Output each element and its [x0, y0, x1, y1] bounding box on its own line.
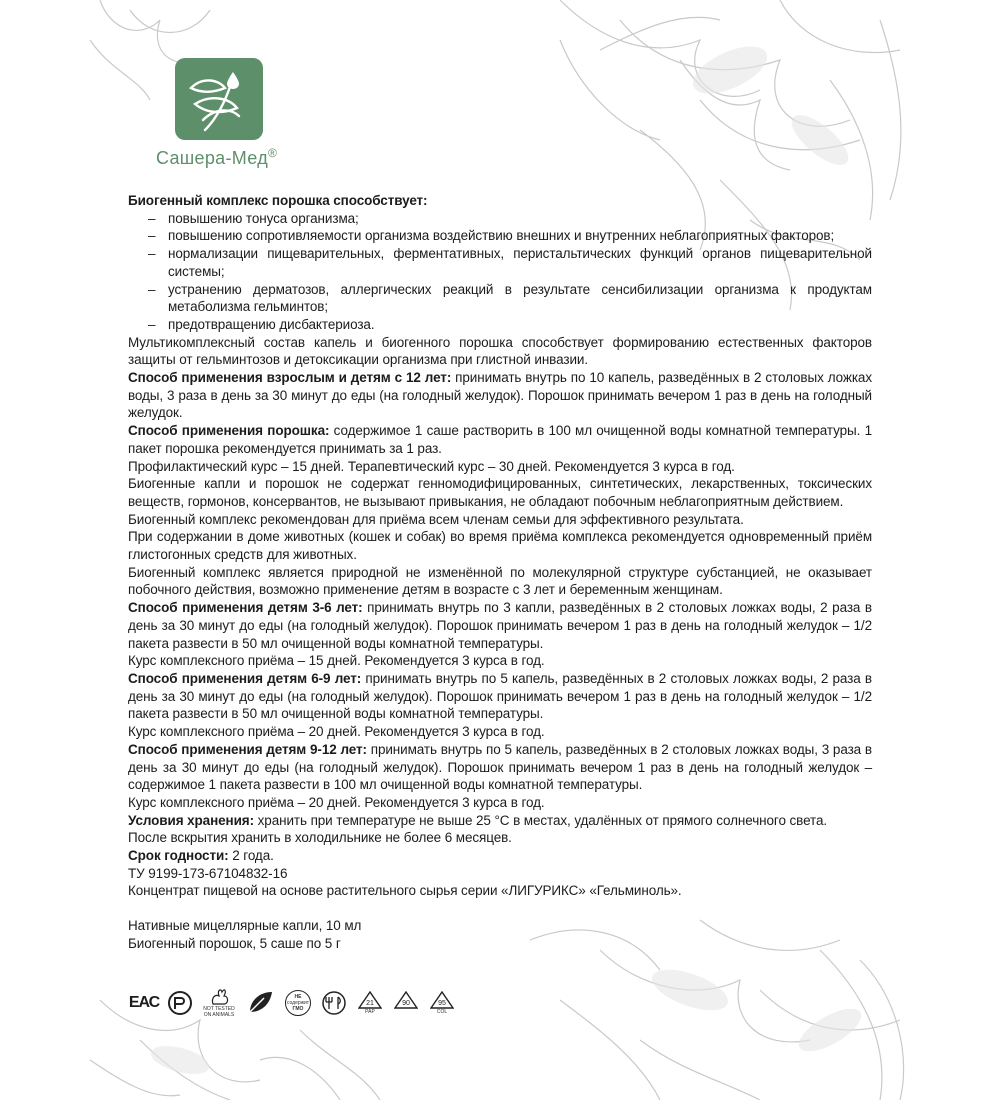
natural-paragraph: Биогенный комплекс является природной не изменённой по молекулярной структуре субстанцией, не оказывает побочного действия, возможно применение детям в возрасте с 3 лет и беременным женщинам. [128, 564, 872, 598]
brand-name-text: Сашера-Мед [156, 148, 268, 168]
kids-3-6-course: Курс комплексного приёма – 15 дней. Рекомендуется 3 курса в год. [128, 653, 545, 669]
recycle-col-code: 95 [438, 1000, 446, 1007]
list-item: – предотвращению дисбактериоза. [148, 316, 375, 332]
concentrate-description: Концентрат пищевой на основе растительного сырья серии «ЛИГУРИКС» «Гельминоль». [128, 883, 682, 899]
course-paragraph: Профилактический курс – 15 дней. Терапевтический курс – 30 дней. Рекомендуется 3 курса в год. [128, 458, 735, 474]
brand-name [156, 146, 316, 169]
family-paragraph: Биогенный комплекс рекомендован для приёма всем членам семьи для эффективного результата. [128, 511, 744, 527]
contents-powder: Биогенный порошок, 5 саше по 5 г [128, 935, 341, 951]
certification-icons [130, 986, 456, 1020]
shelf-life: Срок годности: 2 года. [128, 848, 274, 864]
recycle-pap-icon: 21 PAP [356, 988, 384, 1018]
no-gmo-icon: НЕ содержит ГМО [284, 988, 312, 1018]
brand-logo [175, 58, 263, 140]
kids-6-9-usage: Способ применения детям 6-9 лет: принимать внутрь по 5 капель, разведённых в 2 столовых ложках воды, 2 раза в день за 30 минут до еды (на голодный желудок). Порошок принимать вечером 1 раз в день на голодный желудок – 1/2 пакета развести в 50 мл очищенной воды комнатной температуры. [128, 670, 872, 722]
tu-code: ТУ 9199-173-67104832-16 [128, 865, 288, 881]
leaf-drop-icon [175, 58, 263, 140]
recycle-col-icon: 95 COL [428, 988, 456, 1018]
kids-9-12-course: Курс комплексного приёма – 20 дней. Рекомендуется 3 курса в год. [128, 794, 545, 810]
food-safe-icon [320, 988, 348, 1018]
kids-6-9-course: Курс комплексного приёма – 20 дней. Рекомендуется 3 курса в год. [128, 724, 545, 740]
list-item: – повышению тонуса организма; [148, 210, 359, 226]
rst-icon [166, 988, 194, 1018]
no-gmo-paragraph: Биогенные капли и порошок не содержат генномодифицированных, синтетических, лекарственных, токсических веществ, гормонов, консервантов, не вызывают привыкания, не обладают побочным неблагоприятным действием. [128, 476, 872, 509]
recycle-90-code: 90 [402, 1000, 410, 1007]
benefits-list [128, 210, 872, 334]
registered-mark: ® [268, 146, 278, 160]
recycle-pap-code: 21 [366, 1000, 374, 1007]
bunny-icon: NOT TESTED ON ANIMALS [202, 988, 236, 1018]
adults-usage: Способ применения взрослым и детям с 12 лет: принимать внутрь по 10 капель, разведённых в 2 столовых ложках воды, 3 раза в день за 30 минут до еды (на голодный желудок). Порошок принимать вечером 1 раз в день на голодный желудок. [128, 370, 872, 421]
storage-conditions: Условия хранения: хранить при температуре не выше 25 °С в местах, удалённых от прямого солнечного света. [128, 812, 828, 828]
powder-usage: Способ применения порошка: содержимое 1 саше растворить в 100 мл очищенной воды комнатной температуры. 1 пакет порошка рекомендуется принимать за 1 раз. [128, 423, 872, 456]
leaf-icon [244, 988, 276, 1018]
product-description [128, 192, 872, 953]
list-item: – повышению сопротивляемости организма воздействию внешних и внутренних неблагоприятных факторов; [148, 228, 835, 244]
recycle-90-icon [392, 988, 420, 1018]
contents-drops: Нативные мицеллярные капли, 10 мл [128, 918, 362, 934]
list-item: – устранению дерматозов, аллергических реакций в результате сенсибилизации организма к продуктам метаболизма гельминтов; [148, 281, 872, 315]
pets-paragraph: При содержании в доме животных (кошек и собак) во время приёма комплекса рекомендуется одновременный приём глистогонных средств для животных. [128, 529, 872, 563]
storage-after-open: После вскрытия хранить в холодильнике не более 6 месяцев. [128, 830, 512, 846]
eac-icon: ЕАС [128, 994, 160, 1011]
kids-3-6-usage: Способ применения детям 3-6 лет: принимать внутрь по 3 капли, разведённых в 2 столовых ложках воды, 2 раза в день за 30 минут до еды (на голодный желудок). Порошок принимать вечером 1 раз в день на голодный желудок – 1/2 пакета развести в 50 мл очищенной воды комнатной температуры. [128, 600, 872, 651]
multicomplex-paragraph: Мультикомплексный состав капель и биогенного порошка способствует формированию естественных факторов защиты от гельминтозов и детоксикации организма при глистной инвазии. [128, 334, 872, 368]
intro-title: Биогенный комплекс порошка способствует: [128, 193, 428, 208]
kids-9-12-usage: Способ применения детям 9-12 лет: принимать внутрь по 5 капель, разведённых в 2 столовых ложках воды, 3 раза в день за 30 минут до еды (на голодный желудок). Порошок принимать вечером 1 раз в день на голодный желудок – содержимое 1 пакета развести в 100 мл очищенной воды комнатной температуры. [128, 741, 872, 793]
list-item: – нормализации пищеварительных, ферментативных, перистальтических функций органов пищеварительной системы; [148, 246, 872, 279]
